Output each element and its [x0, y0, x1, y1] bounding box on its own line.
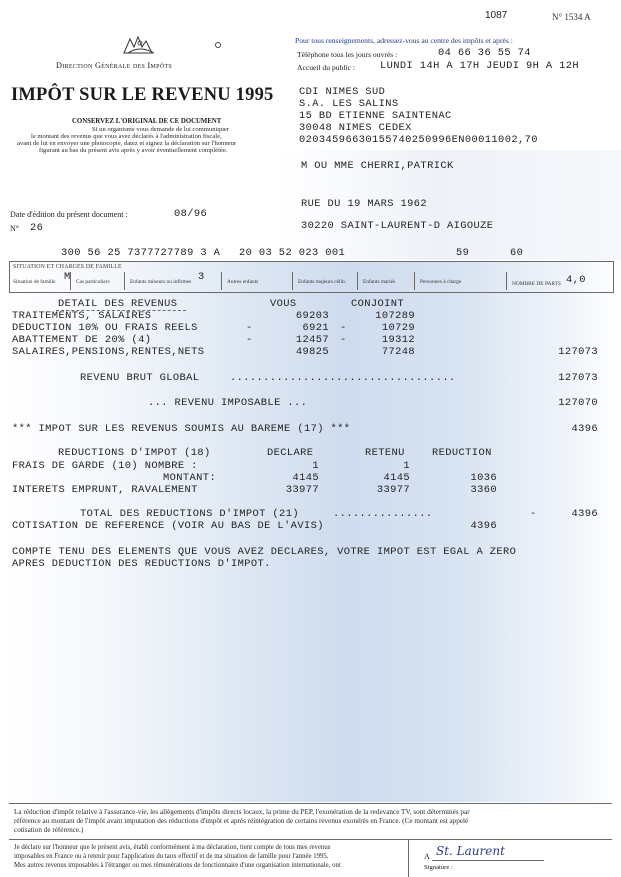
contact-phone-value: 04 66 36 55 74 — [438, 47, 531, 59]
signature-place-value: St. Laurent — [436, 844, 505, 858]
document-number-a: 1087 — [485, 10, 508, 21]
detail-row-label: TRAITEMENTS, SALAIRES — [12, 310, 152, 322]
detail-row-vous: 69203 — [295, 310, 329, 322]
notice-line: figurant au bas du présent avis après y avoir éventuellement complétée. — [39, 147, 228, 154]
reductions-col-retenu: RETENU — [365, 447, 405, 459]
detail-col-conjoint: CONJOINT — [351, 298, 405, 310]
revenu-brut-label: REVENU BRUT GLOBAL — [80, 372, 200, 384]
ref-code-c: 59 — [456, 247, 470, 259]
impot-bareme-value: 4396 — [571, 423, 598, 435]
detail-row-total: 127073 — [558, 346, 598, 358]
family-label: Enfants majeurs célib. — [298, 279, 347, 285]
reductions-title: REDUCTIONS D'IMPOT (18) — [58, 447, 211, 459]
detail-row-sign: - — [246, 322, 253, 334]
interets-retenu: 33977 — [376, 484, 410, 496]
family-divider — [506, 272, 507, 290]
detail-row-label: SALAIRES,PENSIONS,RENTES,NETS — [12, 346, 205, 358]
family-label: Personnes à charge — [420, 279, 462, 285]
total-reductions-sign: - — [530, 508, 537, 520]
detail-row-label: DEDUCTION 10% OU FRAIS REELS — [12, 322, 198, 334]
conclusion-line: APRES DEDUCTION DES REDUCTIONS D'IMPOT. — [12, 558, 271, 570]
detail-row-conjoint: 19312 — [381, 334, 415, 346]
interets-label: INTERETS EMPRUNT, RAVALEMENT — [12, 484, 198, 496]
impot-bareme-label: *** IMPOT SUR LES REVENUS SOUMIS AU BAREME (17) *** — [12, 423, 351, 435]
recipient-name: M OU MME CHERRI,PATRICK — [301, 160, 454, 172]
detail-row-vous: 12457 — [295, 334, 329, 346]
footer-divider — [9, 803, 612, 804]
family-divider — [124, 272, 125, 290]
detail-row-vous: 6921 — [302, 322, 329, 334]
family-situation-value: M — [64, 271, 71, 283]
detail-row-label: ABATTEMENT DE 20% (4) — [12, 334, 152, 346]
family-divider — [292, 272, 293, 290]
interets-reduction: 3360 — [470, 484, 497, 496]
office-address-line: 15 BD ETIENNE SAINTENAC — [299, 110, 452, 122]
conclusion-line: COMPTE TENU DES ELEMENTS QUE VOUS AVEZ DECLARES, VOTRE IMPOT EST EGAL A ZERO — [12, 546, 517, 558]
detail-title: DETAIL DES REVENUS — [58, 298, 178, 310]
detail-row-sign: - — [340, 334, 347, 346]
contact-hours-label: Accueil du public : — [297, 63, 355, 72]
office-address-line: CDI NIMES SUD — [299, 86, 386, 98]
family-label: Autres enfants — [227, 279, 259, 285]
agency-logo-icon — [120, 33, 160, 57]
detail-row-sign: - — [246, 334, 253, 346]
ref-code-d: 60 — [510, 247, 524, 259]
family-label: Enfants mineurs ou infirmes — [130, 279, 192, 285]
montant-retenu: 4145 — [383, 472, 410, 484]
revenu-brut-value: 127073 — [558, 372, 598, 384]
interets-declare: 33977 — [285, 484, 319, 496]
signature-label: Signature : — [424, 864, 453, 871]
declaration-divider — [408, 840, 409, 877]
declaration-line: Mes autres revenus imposables à l'étranger ou mes rémunérations de fonctionnaire d'une organisation internationale, ont — [14, 862, 341, 869]
total-reductions-label: TOTAL DES REDUCTIONS D'IMPOT (21) — [80, 508, 299, 520]
reductions-col-declare: DECLARE — [267, 447, 314, 459]
office-address-line: 30048 NIMES CEDEX — [299, 122, 412, 134]
family-label: Cas particuliers — [76, 279, 110, 285]
revenu-imposable-label: ... REVENU IMPOSABLE ... — [148, 397, 308, 409]
footer-divider — [9, 839, 612, 840]
detail-row-conjoint: 77248 — [381, 346, 415, 358]
signature-underline — [432, 860, 544, 861]
footer-note-line: La réduction d'impôt relative à l'assurance-vie, les allègements d'impôts directs locaux, la prime du PEP, l'exonération de la redevance TV, sont déterminés par — [14, 808, 470, 816]
footer-note-line: référence au montant de l'impôt avant imputation des réductions d'impôt et après réintégration de certains revenus exonérés en France. (Ce montant est appelé — [14, 817, 469, 825]
family-label: NOMBRE DE PARTS — [512, 281, 561, 287]
family-label: Enfants mariés — [363, 279, 396, 285]
date-edition-label: Date d'édition du présent document : — [10, 210, 128, 219]
detail-row-conjoint: 10729 — [381, 322, 415, 334]
recipient-city: 30220 SAINT-LAURENT-D AIGOUZE — [301, 220, 494, 232]
notice-line: Si un organisme vous demande de lui communiquer — [92, 126, 230, 133]
contact-hours-value: LUNDI 14H A 17H JEUDI 9H A 12H — [380, 60, 580, 72]
family-heading: SITUATION ET CHARGES DE FAMILLE — [13, 264, 122, 270]
frais-garde-nombre-declare: 1 — [312, 460, 319, 472]
agency-name: Direction Générale des Impôts — [56, 61, 173, 70]
detail-col-vous: VOUS — [270, 298, 297, 310]
family-divider — [357, 272, 358, 290]
family-divider — [70, 272, 71, 290]
cotisation-value: 4396 — [470, 520, 497, 532]
footer-note-line: cotisation de référence.) — [14, 826, 84, 834]
cotisation-label: COTISATION DE REFERENCE (VOIR AU BAS DE L'AVIS) — [12, 520, 324, 532]
family-divider — [414, 272, 415, 290]
total-reductions-value: 4396 — [571, 508, 598, 520]
no-label: N° — [10, 224, 19, 233]
ref-code-b: 20 03 52 023 001 — [239, 247, 346, 259]
office-address-line: 02034596630155740250996EN00011002,70 — [299, 134, 538, 146]
detail-row-conjoint: 107289 — [375, 310, 415, 322]
revenu-brut-dots: .................................. — [230, 372, 456, 384]
office-address-line: S.A. LES SALINS — [299, 98, 399, 110]
montant-reduction: 1036 — [470, 472, 497, 484]
family-label: Situation de famille — [13, 279, 56, 285]
frais-garde-label: FRAIS DE GARDE (10) NOMBRE : — [12, 460, 198, 472]
montant-declare: 4145 — [292, 472, 319, 484]
recipient-street: RUE DU 19 MARS 1962 — [301, 198, 428, 210]
notice-line: avant de lui en envoyer une photocopie, datez et signez la déclaration sur l'honneur — [17, 140, 237, 147]
family-parts-value: 4,0 — [566, 274, 586, 286]
date-edition-value: 08/96 — [174, 208, 208, 220]
total-reductions-dots: ............... — [333, 508, 433, 520]
notice-line: le montant des revenus que vous avez déclarés à l'administration fiscale, — [31, 133, 222, 140]
notice-heading: CONSERVEZ L'ORIGINAL DE CE DOCUMENT — [72, 118, 222, 125]
detail-row-vous: 49825 — [295, 346, 329, 358]
revenu-imposable-value: 127070 — [558, 397, 598, 409]
contact-intro: Pour tous renseignements, adressez-vous au centre des impôts et après : — [295, 36, 513, 45]
contact-phone-label: Téléphone tous les jours ouvrés : — [297, 50, 398, 59]
family-divider — [221, 272, 222, 290]
declaration-line: imposables en France ou à retenir pour l'application du taux effectif et de ma situation de famille pour l'année 1995. — [14, 853, 329, 860]
page-title: IMPÔT SUR LE REVENU 1995 — [11, 85, 274, 105]
document-number-b: N° 1534 A — [552, 12, 591, 22]
logo-dot — [215, 42, 221, 48]
reductions-col-reduction: REDUCTION — [432, 447, 492, 459]
declaration-line: Je déclare sur l'honneur que le présent avis, établi conformément à ma déclaration, tient compte de tous mes revenus — [14, 844, 331, 851]
family-enfants-value: 3 — [198, 271, 205, 283]
signature-place-label: A — [424, 852, 430, 861]
montant-label: MONTANT: — [163, 472, 217, 484]
detail-row-sign: - — [340, 322, 347, 334]
no-value: 26 — [30, 222, 44, 234]
ref-code-a: 300 56 25 7377727789 3 A — [61, 247, 221, 259]
frais-garde-nombre-retenu: 1 — [403, 460, 410, 472]
